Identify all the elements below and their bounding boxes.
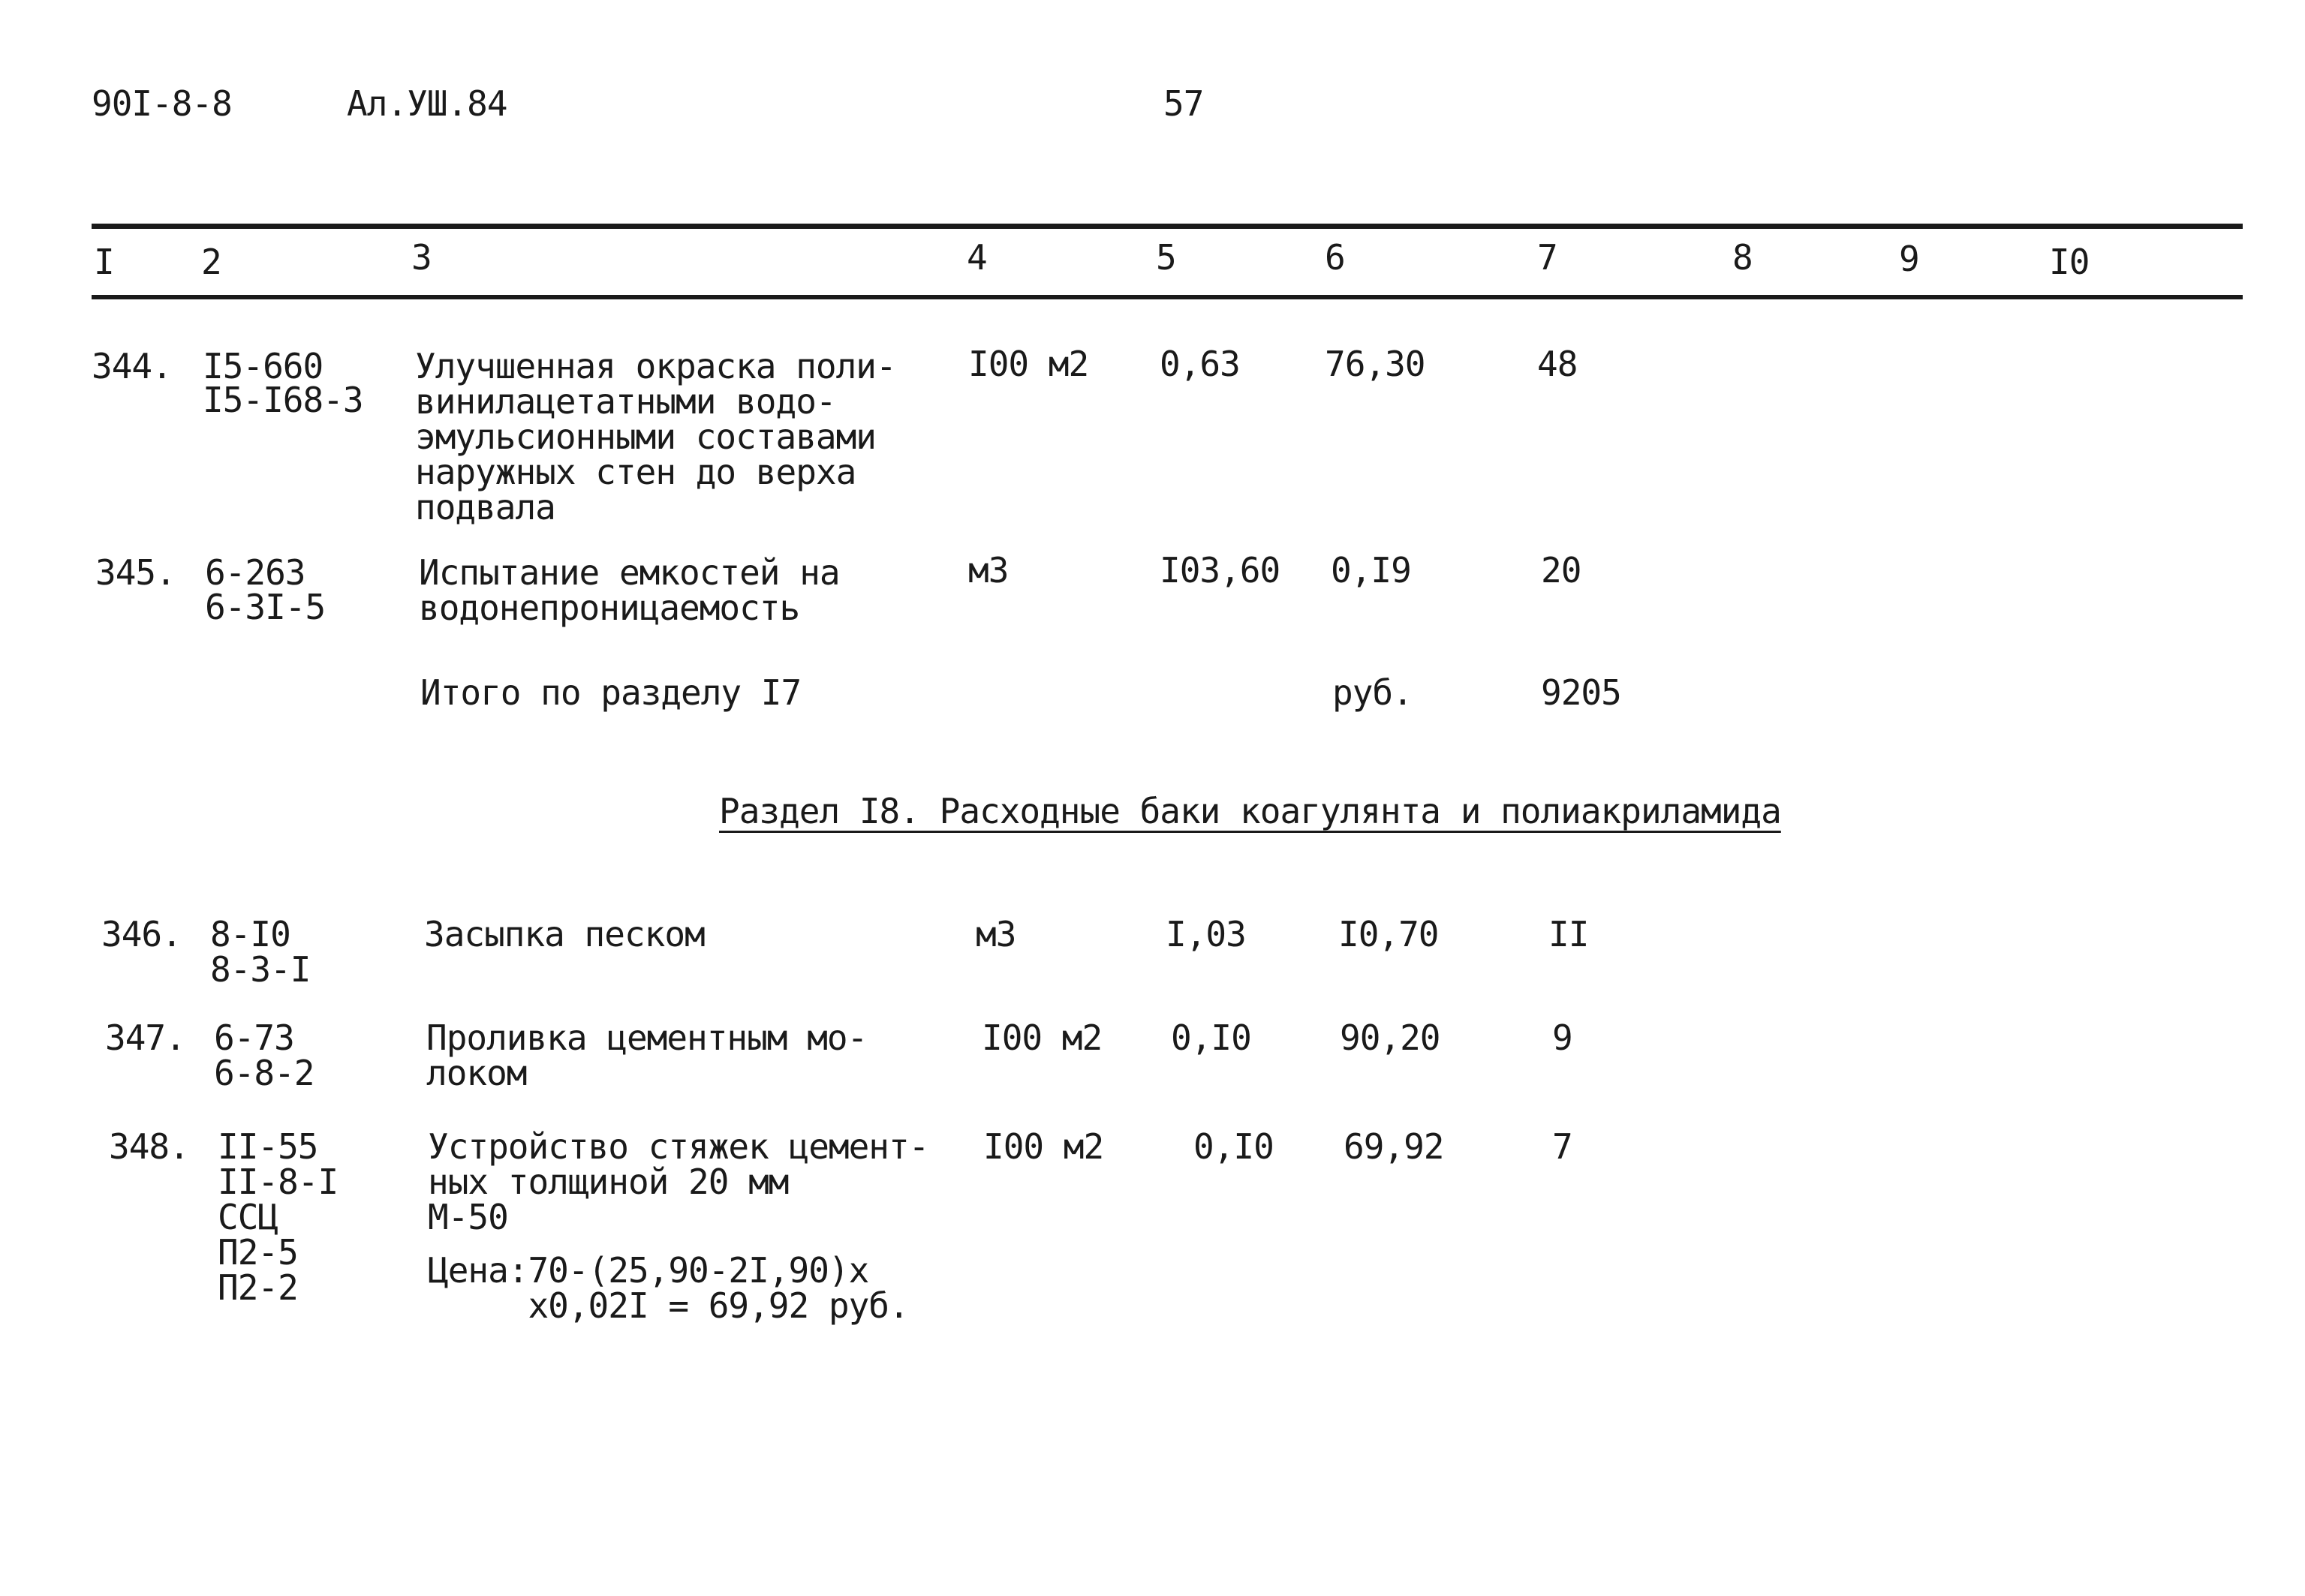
row-345-price: 0,I9 [1331,550,1411,591]
row-345-cost: 20 [1541,550,1581,591]
col-header-9: 9 [1899,239,1919,279]
row-346-price: I0,70 [1338,914,1439,954]
row-345-code2: 6-3I-5 [205,587,326,627]
row-346-unit: м3 [976,914,1016,954]
col-header-10: I0 [2049,242,2090,282]
doc-code: 90I-8-8 [92,83,232,124]
row-344-code2: I5-I68-3 [203,380,363,420]
row-346-cost: II [1548,914,1589,954]
row-348-description: Устройство стяжек цемент- ных толщиной 20 мм М-50 [428,1126,929,1237]
col-header-6: 6 [1325,237,1345,278]
album-number: Ал.УШ.84 [347,83,507,124]
section17-total-label: Итого по разделу I7 [420,672,802,713]
row-347-price: 90,20 [1340,1017,1440,1058]
row-345-description: Испытание емкостей на водонепроницаемость [419,552,840,628]
col-header-7: 7 [1537,237,1557,278]
row-348-price-note: Цена:70-(25,90-2I,90)x x0,02I = 69,92 руб. [428,1250,909,1326]
row-346-codes: 8-I0 8-3-I [210,914,311,990]
row-346-num: 346. [101,914,182,954]
row-348-unit: I00 м2 [983,1126,1104,1167]
col-header-2: 2 [201,242,221,282]
row-347-qty: 0,I0 [1171,1017,1251,1058]
row-344-unit: I00 м2 [968,344,1089,384]
header-bottom-rule [92,295,2243,299]
header-top-rule [92,224,2243,229]
col-header-5: 5 [1156,237,1176,278]
section17-total-value: 9205 [1541,672,1621,713]
row-347-unit: I00 м2 [982,1017,1103,1058]
row-347-description: Проливка цементным мо- локом [426,1017,868,1093]
row-344-code1: I5-660 [203,346,323,386]
row-348-cost: 7 [1552,1126,1572,1167]
row-345-code1: 6-263 [205,552,305,593]
row-345-qty: I03,60 [1160,550,1280,591]
row-348-price: 69,92 [1344,1126,1444,1167]
section17-total-unit: руб. [1332,672,1413,713]
col-header-3: 3 [411,237,432,278]
row-347-codes: 6-73 6-8-2 [214,1017,314,1093]
page-number: 57 [1163,83,1204,124]
row-344-num: 344. [92,346,172,386]
row-344-cost: 48 [1537,344,1578,384]
row-344-description: Улучшенная окраска поли- винилацетатными водо- эмульсионными составами наружных стен до верха подвала [415,346,896,527]
row-344-price: 76,30 [1325,344,1425,384]
row-346-qty: I,03 [1166,914,1246,954]
row-345-unit: м3 [968,550,1009,591]
row-347-num: 347. [105,1017,185,1058]
row-346-description: Засыпка песком [424,914,705,954]
section18-title: Раздел I8. Расходные баки коагулянта и полиакриламида [719,791,1781,831]
col-header-4: 4 [967,237,987,278]
row-348-num: 348. [109,1126,189,1167]
row-345-num: 345. [95,552,176,593]
row-344-qty: 0,63 [1160,344,1240,384]
col-header-8: 8 [1732,237,1753,278]
row-348-codes: II-55 II-8-I ССЦ П2-5 П2-2 [218,1126,339,1308]
row-348-qty: 0,I0 [1193,1126,1274,1167]
row-347-cost: 9 [1552,1017,1572,1058]
col-header-1: I [94,242,114,282]
